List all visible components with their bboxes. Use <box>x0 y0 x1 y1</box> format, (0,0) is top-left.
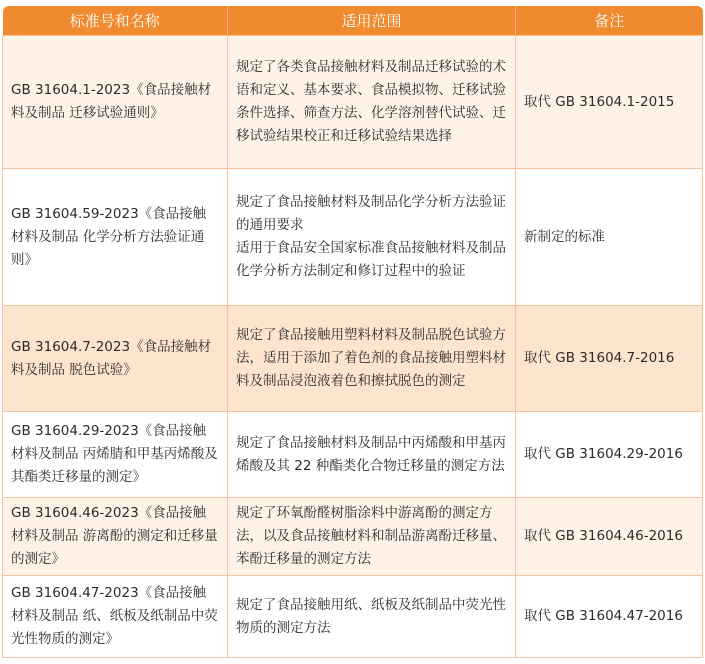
scope-cell: 规定了食品接触用纸、纸板及纸制品中荧光性物质的测定方法 <box>228 576 516 658</box>
header-row <box>3 6 703 36</box>
header-standard-name: 标准号和名称 <box>3 6 228 36</box>
scope-cell: 规定了各类食品接触材料及制品迁移试验的术语和定义、基本要求、食品模拟物、迁移试验条件选择、筛查方法、化学溶剂替代试验、迁移试验结果校正和迁移试验结果选择 <box>228 36 516 169</box>
note-cell: 取代 GB 31604.1-2015 <box>516 36 703 169</box>
standard-cell: GB 31604.47-2023《食品接触材料及制品 纸、纸板及纸制品中荧光性物质的测定》 <box>3 576 228 658</box>
table-body <box>3 36 703 658</box>
scope-line-2: 适用于食品安全国家标准食品接触材料及制品化学分析方法制定和修订过程中的验证 <box>236 240 506 279</box>
standard-cell: GB 31604.46-2023《食品接触材料及制品 游离酚的测定和迁移量的测定》 <box>3 498 228 576</box>
table-row <box>3 306 703 412</box>
scope-cell: 规定了食品接触材料及制品中丙烯酸和甲基丙烯酸及其 22 种酯类化合物迁移量的测定方法 <box>228 412 516 498</box>
standards-table <box>2 6 703 658</box>
table-row <box>3 412 703 498</box>
table-row <box>3 498 703 576</box>
header-note: 备注 <box>516 6 703 36</box>
note-cell: 取代 GB 31604.46-2016 <box>516 498 703 576</box>
table-row <box>3 36 703 169</box>
table-row <box>3 576 703 658</box>
standard-cell: GB 31604.1-2023《食品接触材料及制品 迁移试验通则》 <box>3 36 228 169</box>
note-cell: 新制定的标准 <box>516 169 703 306</box>
standard-cell: GB 31604.59-2023《食品接触材料及制品 化学分析方法验证通则》 <box>3 169 228 306</box>
scope-cell: 规定了食品接触用塑料材料及制品脱色试验方法，适用于添加了着色剂的食品接触用塑料材料及制品浸泡液着色和擦拭脱色的测定 <box>228 306 516 412</box>
note-cell: 取代 GB 31604.7-2016 <box>516 306 703 412</box>
standard-cell: GB 31604.7-2023《食品接触材料及制品 脱色试验》 <box>3 306 228 412</box>
scope-cell: 规定了环氧酚醛树脂涂料中游离酚的测定方法，以及食品接触材料和制品游离酚迁移量、苯酚迁移量的测定方法 <box>228 498 516 576</box>
note-cell: 取代 GB 31604.47-2016 <box>516 576 703 658</box>
standards-table-container <box>2 6 702 658</box>
table-row <box>3 169 703 306</box>
note-cell: 取代 GB 31604.29-2016 <box>516 412 703 498</box>
standard-cell: GB 31604.29-2023《食品接触材料及制品 丙烯腈和甲基丙烯酸及其酯类迁移量的测定》 <box>3 412 228 498</box>
scope-cell <box>228 169 516 306</box>
header-scope: 适用范围 <box>228 6 516 36</box>
scope-line-1: 规定了食品接触材料及制品化学分析方法验证的通用要求 <box>236 194 506 233</box>
table-header <box>3 6 703 36</box>
